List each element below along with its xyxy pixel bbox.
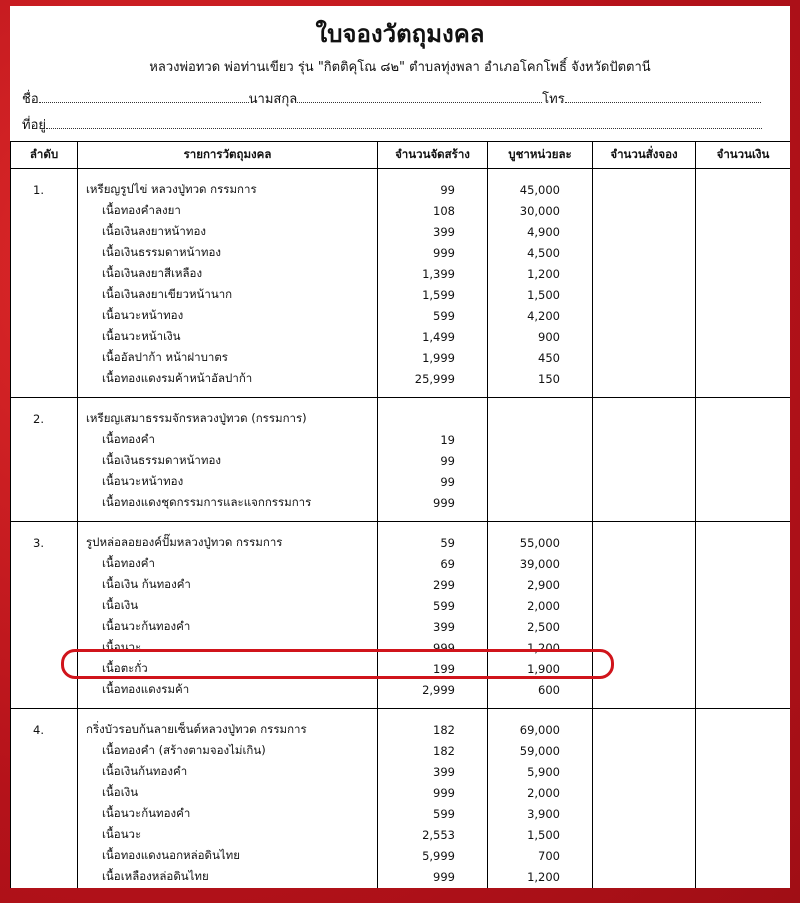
row-unit-price: 45,000 [488, 169, 593, 201]
row-unit-price: 150 [488, 368, 593, 398]
row-index: 4. [11, 709, 78, 741]
row-item: เนื้อนวะหน้าทอง [78, 471, 378, 492]
row-unit-price: 1,200 [488, 866, 593, 888]
row-order-qty-cell[interactable] [593, 398, 696, 430]
row-index [11, 305, 78, 326]
row-unit-price [488, 429, 593, 450]
row-index [11, 803, 78, 824]
row-item: เนื้อเงินลงยาสีเหลือง [78, 263, 378, 284]
row-amount-cell[interactable] [696, 326, 791, 347]
row-order-qty-cell[interactable] [593, 574, 696, 595]
row-amount-cell[interactable] [696, 263, 791, 284]
row-index [11, 200, 78, 221]
row-amount-cell[interactable] [696, 824, 791, 845]
table-row [11, 845, 791, 866]
row-index [11, 824, 78, 845]
row-amount-cell[interactable] [696, 574, 791, 595]
row-order-qty-cell[interactable] [593, 782, 696, 803]
table-body [11, 169, 791, 889]
row-unit-price: 3,900 [488, 803, 593, 824]
row-amount-cell[interactable] [696, 845, 791, 866]
table-row [11, 450, 791, 471]
row-item: เนื้อทองคำ [78, 553, 378, 574]
row-unit-price: 1,200 [488, 263, 593, 284]
address-label: ที่อยู่ [22, 118, 46, 133]
row-amount-cell[interactable] [696, 492, 791, 522]
row-order-qty-cell[interactable] [593, 169, 696, 201]
row-order-qty-cell[interactable] [593, 305, 696, 326]
row-item: เนื้อทองแดงนอกหล่อดินไทย [78, 845, 378, 866]
row-quantity: 182 [378, 740, 488, 761]
row-amount-cell[interactable] [696, 740, 791, 761]
table-row [11, 522, 791, 554]
row-item: เนื้อเงินธรรมดาหน้าทอง [78, 450, 378, 471]
row-item: เนื้อทองแดงชุดกรรมการและแจกกรรมการ [78, 492, 378, 522]
row-amount-cell[interactable] [696, 347, 791, 368]
row-index: 1. [11, 169, 78, 201]
row-quantity: 399 [378, 616, 488, 637]
row-item: เนื้อเงินธรรมดาหน้าทอง [78, 242, 378, 263]
row-item: เนื้ออัลปาก้า หน้าฝาบาตร [78, 347, 378, 368]
row-item: เนื้อเงิน [78, 595, 378, 616]
row-unit-price: 1,500 [488, 824, 593, 845]
row-index [11, 866, 78, 888]
table-row [11, 782, 791, 803]
table-row [11, 242, 791, 263]
row-quantity: 999 [378, 242, 488, 263]
row-amount-cell[interactable] [696, 284, 791, 305]
row-quantity: 1,399 [378, 263, 488, 284]
table-row [11, 553, 791, 574]
row-order-qty-cell[interactable] [593, 368, 696, 398]
row-amount-cell[interactable] [696, 429, 791, 450]
col-header-quantity: จำนวนจัดสร้าง [378, 142, 488, 169]
row-order-qty-cell[interactable] [593, 845, 696, 866]
row-amount-cell[interactable] [696, 803, 791, 824]
row-item: เนื้อนวะหน้าเงิน [78, 326, 378, 347]
order-form-sheet [10, 6, 790, 888]
row-quantity: 108 [378, 200, 488, 221]
col-header-order-qty: จำนวนสั่งจอง [593, 142, 696, 169]
row-amount-cell[interactable] [696, 200, 791, 221]
row-index [11, 492, 78, 522]
row-item: เนื้อทองคำ [78, 429, 378, 450]
row-quantity: 399 [378, 221, 488, 242]
table-header-row [11, 142, 791, 169]
row-order-qty-cell[interactable] [593, 740, 696, 761]
table-row [11, 326, 791, 347]
row-item: เนื้อทองคำ (สร้างตามจองไม่เกิน) [78, 740, 378, 761]
row-item: เนื้อทองแดงรมค้า [78, 679, 378, 709]
row-quantity: 999 [378, 492, 488, 522]
row-quantity: 1,499 [378, 326, 488, 347]
row-item: เนื้อเหลืองหล่อดินไทย [78, 866, 378, 888]
row-order-qty-cell[interactable] [593, 595, 696, 616]
col-header-item: รายการวัตถุมงคล [78, 142, 378, 169]
row-amount-cell[interactable] [696, 471, 791, 492]
row-order-qty-cell[interactable] [593, 709, 696, 741]
row-item: เนื้อเงินลงยาหน้าทอง [78, 221, 378, 242]
row-unit-price: 2,000 [488, 782, 593, 803]
row-order-qty-cell[interactable] [593, 429, 696, 450]
row-unit-price [488, 450, 593, 471]
row-quantity: 182 [378, 709, 488, 741]
row-unit-price: 2,900 [488, 574, 593, 595]
table-row [11, 761, 791, 782]
row-quantity: 199 [378, 658, 488, 679]
row-unit-price: 2,500 [488, 616, 593, 637]
row-index [11, 429, 78, 450]
col-header-unit-price: บูชาหน่วยละ [488, 142, 593, 169]
address-field[interactable] [46, 116, 762, 129]
table-row [11, 284, 791, 305]
row-quantity: 1,599 [378, 284, 488, 305]
form-title: ใบจองวัตถุมงคล [315, 20, 485, 48]
row-quantity: 59 [378, 522, 488, 554]
row-index [11, 326, 78, 347]
row-unit-price [488, 492, 593, 522]
row-amount-cell[interactable] [696, 398, 791, 430]
row-quantity: 599 [378, 595, 488, 616]
row-amount-cell[interactable] [696, 782, 791, 803]
table-row [11, 169, 791, 201]
row-unit-price [488, 398, 593, 430]
row-index [11, 284, 78, 305]
row-amount-cell[interactable] [696, 679, 791, 709]
row-quantity: 69 [378, 553, 488, 574]
surname-label: นามสกุล [248, 92, 298, 107]
row-quantity: 399 [378, 761, 488, 782]
row-order-qty-cell[interactable] [593, 522, 696, 554]
row-item: เนื้อตะกั่ว [78, 658, 378, 679]
row-order-qty-cell[interactable] [593, 824, 696, 845]
row-quantity: 1,999 [378, 347, 488, 368]
table-row [11, 347, 791, 368]
row-item: เนื้อนวะ [78, 824, 378, 845]
phone-label: โทร [542, 92, 565, 107]
row-amount-cell[interactable] [696, 616, 791, 637]
row-amount-cell[interactable] [696, 368, 791, 398]
row-item: เนื้อเงินลงยาเขียวหน้านาก [78, 284, 378, 305]
row-amount-cell[interactable] [696, 658, 791, 679]
row-quantity: 99 [378, 471, 488, 492]
row-index [11, 595, 78, 616]
row-quantity: 999 [378, 637, 488, 658]
table-row [11, 221, 791, 242]
row-index [11, 221, 78, 242]
row-unit-price: 5,900 [488, 761, 593, 782]
row-unit-price: 30,000 [488, 200, 593, 221]
row-item: เนื้อเงินก้นทองคำ [78, 761, 378, 782]
row-order-qty-cell[interactable] [593, 679, 696, 709]
row-item: เนื้อนวะหน้าทอง [78, 305, 378, 326]
table-row [11, 429, 791, 450]
row-item: เนื้อเงิน [78, 782, 378, 803]
row-amount-cell[interactable] [696, 761, 791, 782]
row-quantity: 599 [378, 803, 488, 824]
row-unit-price: 1,900 [488, 658, 593, 679]
row-item: เนื้อนวะก้นทองคำ [78, 616, 378, 637]
table-row [11, 305, 791, 326]
row-unit-price: 4,900 [488, 221, 593, 242]
row-quantity: 99 [378, 169, 488, 201]
row-item: เนื้อนวะ [78, 637, 378, 658]
highlight-oval [61, 649, 614, 679]
row-unit-price: 39,000 [488, 553, 593, 574]
row-order-qty-cell[interactable] [593, 347, 696, 368]
table-row [11, 368, 791, 398]
table-row [11, 679, 791, 709]
table-row [11, 574, 791, 595]
row-unit-price: 4,500 [488, 242, 593, 263]
row-order-qty-cell[interactable] [593, 761, 696, 782]
row-index: 2. [11, 398, 78, 430]
row-amount-cell[interactable] [696, 709, 791, 741]
row-amount-cell[interactable] [696, 553, 791, 574]
row-index [11, 263, 78, 284]
table-row [11, 740, 791, 761]
row-index: 3. [11, 522, 78, 554]
row-item: เนื้อทองแดงรมค้าหน้าอัลปาก้า [78, 368, 378, 398]
row-index [11, 450, 78, 471]
items-table [10, 141, 790, 888]
form-subtitle: หลวงพ่อทวด พ่อท่านเขียว รุ่น "กิตติคุโณ ๘๒" ตำบลทุ่งพลา อำเภอโคกโพธิ์ จังหวัดปัตตานี [149, 60, 651, 75]
row-amount-cell[interactable] [696, 221, 791, 242]
table-row [11, 200, 791, 221]
row-unit-price: 1,200 [488, 637, 593, 658]
table-row [11, 824, 791, 845]
row-index [11, 574, 78, 595]
row-quantity: 19 [378, 429, 488, 450]
row-quantity: 999 [378, 866, 488, 888]
row-unit-price: 450 [488, 347, 593, 368]
row-order-qty-cell[interactable] [593, 803, 696, 824]
row-index [11, 761, 78, 782]
table-row [11, 398, 791, 430]
row-order-qty-cell[interactable] [593, 492, 696, 522]
row-order-qty-cell[interactable] [593, 242, 696, 263]
row-index [11, 347, 78, 368]
row-quantity: 99 [378, 450, 488, 471]
row-order-qty-cell[interactable] [593, 326, 696, 347]
row-item: กริ่งบัวรอบก้นลายเซ็นต์หลวงปู่ทวด กรรมการ [78, 709, 378, 741]
row-index [11, 242, 78, 263]
row-unit-price: 600 [488, 679, 593, 709]
row-order-qty-cell[interactable] [593, 200, 696, 221]
row-order-qty-cell[interactable] [593, 866, 696, 888]
row-order-qty-cell[interactable] [593, 616, 696, 637]
row-order-qty-cell[interactable] [593, 263, 696, 284]
row-amount-cell[interactable] [696, 866, 791, 888]
row-index [11, 679, 78, 709]
row-quantity: 25,999 [378, 368, 488, 398]
col-header-index: ลำดับ [11, 142, 78, 169]
row-index [11, 616, 78, 637]
row-unit-price: 4,200 [488, 305, 593, 326]
table-row [11, 492, 791, 522]
row-item: รูปหล่อลอยองค์ปั๊มหลวงปู่ทวด กรรมการ [78, 522, 378, 554]
row-quantity: 2,999 [378, 679, 488, 709]
row-quantity: 599 [378, 305, 488, 326]
row-order-qty-cell[interactable] [593, 221, 696, 242]
row-index [11, 782, 78, 803]
row-quantity: 299 [378, 574, 488, 595]
table-row [11, 616, 791, 637]
surname-field[interactable] [297, 90, 542, 103]
phone-field[interactable] [565, 90, 761, 103]
row-amount-cell[interactable] [696, 305, 791, 326]
table-row [11, 471, 791, 492]
table-row [11, 263, 791, 284]
row-item: เนื้อเงิน ก้นทองคำ [78, 574, 378, 595]
row-unit-price: 55,000 [488, 522, 593, 554]
table-row [11, 866, 791, 888]
row-index [11, 368, 78, 398]
row-amount-cell[interactable] [696, 169, 791, 201]
row-unit-price: 59,000 [488, 740, 593, 761]
row-unit-price [488, 471, 593, 492]
row-index [11, 845, 78, 866]
table-row [11, 709, 791, 741]
row-item: เหรียญเสมาธรรมจักรหลวงปู่ทวด (กรรมการ) [78, 398, 378, 430]
row-index [11, 553, 78, 574]
address-line [22, 114, 762, 135]
row-order-qty-cell[interactable] [593, 553, 696, 574]
row-order-qty-cell[interactable] [593, 450, 696, 471]
name-label: ชื่อ [22, 92, 39, 107]
row-unit-price: 900 [488, 326, 593, 347]
row-item: เนื้อทองคำลงยา [78, 200, 378, 221]
row-amount-cell[interactable] [696, 450, 791, 471]
row-quantity [378, 398, 488, 430]
row-unit-price: 700 [488, 845, 593, 866]
row-order-qty-cell[interactable] [593, 471, 696, 492]
row-quantity: 999 [378, 782, 488, 803]
name-line [22, 88, 761, 109]
row-quantity: 5,999 [378, 845, 488, 866]
row-amount-cell[interactable] [696, 637, 791, 658]
name-field[interactable] [39, 90, 249, 103]
row-item: เนื้อนวะก้นทองคำ [78, 803, 378, 824]
row-quantity: 2,553 [378, 824, 488, 845]
row-unit-price: 1,500 [488, 284, 593, 305]
row-item: เหรียญรูปไข่ หลวงปู่ทวด กรรมการ [78, 169, 378, 201]
col-header-amount: จำนวนเงิน [696, 142, 791, 169]
row-unit-price: 2,000 [488, 595, 593, 616]
table-row [11, 803, 791, 824]
row-index [11, 471, 78, 492]
row-amount-cell[interactable] [696, 595, 791, 616]
row-unit-price: 69,000 [488, 709, 593, 741]
row-amount-cell[interactable] [696, 522, 791, 554]
row-amount-cell[interactable] [696, 242, 791, 263]
table-row [11, 595, 791, 616]
row-order-qty-cell[interactable] [593, 284, 696, 305]
row-index [11, 740, 78, 761]
